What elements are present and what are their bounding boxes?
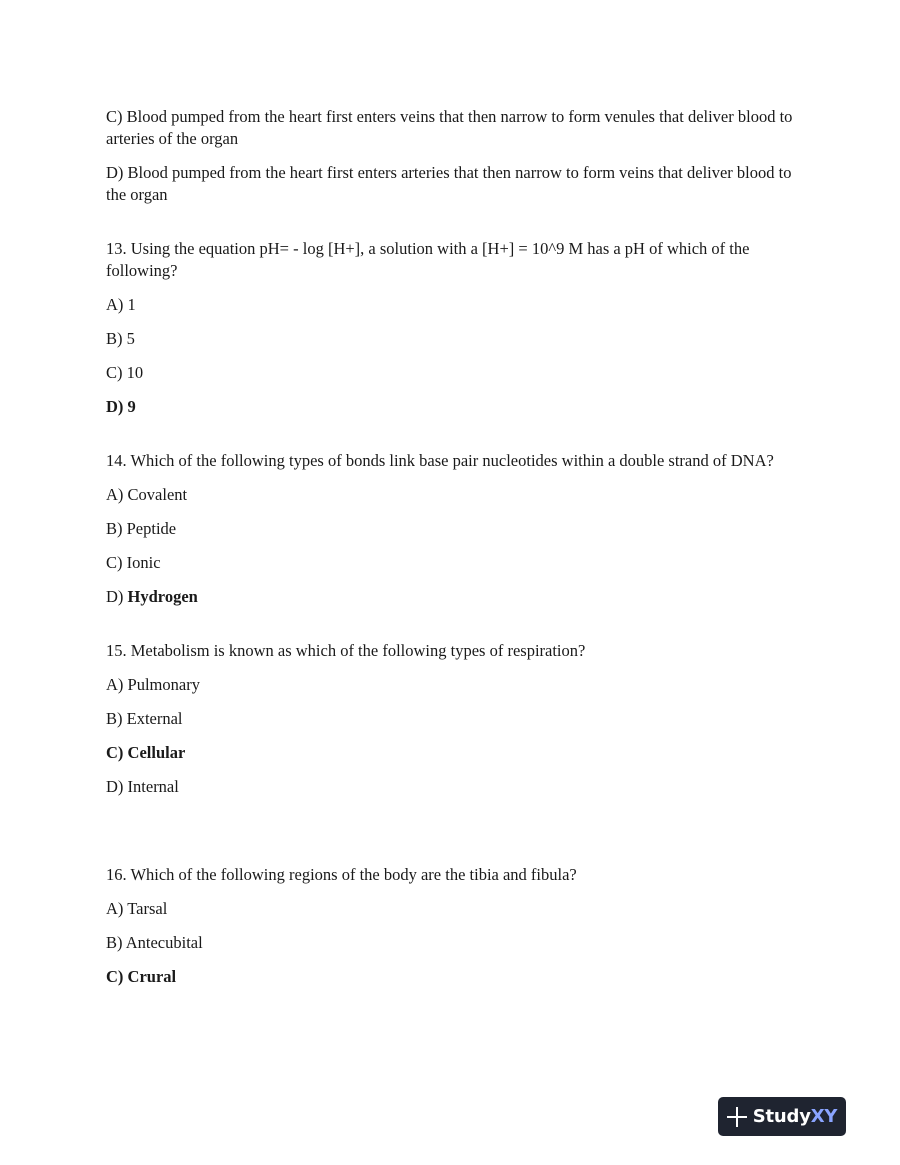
q15-option-d: D) Internal — [106, 777, 179, 796]
q16-question: 16. Which of the following regions of the body are the tibia and fibula? — [106, 865, 577, 884]
logo-text-xy: XY — [810, 1106, 838, 1127]
q14-option-a: A) Covalent — [106, 485, 188, 504]
q14-option-b: B) Peptide — [106, 519, 177, 538]
q13-option-c: C) 10 — [106, 363, 144, 382]
logo-text-study: Study — [752, 1106, 811, 1127]
q15-option-c-answer: C) Cellular — [106, 743, 186, 762]
q14-option-c: C) Ionic — [106, 553, 161, 572]
q16-option-c-answer: C) Crural — [106, 967, 177, 986]
q15-option-b: B) External — [106, 709, 183, 728]
q12-option-c: C) Blood pumped from the heart first enters veins that then narrow to form venules that deliver blood to arteries of the organ — [106, 107, 793, 148]
plus-icon — [727, 1107, 747, 1127]
q13-option-a: A) 1 — [106, 295, 136, 314]
q14-option-d-prefix: D) — [106, 587, 128, 606]
document-page — [106, 106, 806, 1000]
q14-option-d-answer: Hydrogen — [127, 587, 198, 606]
q16-option-a: A) Tarsal — [106, 899, 168, 918]
q15-option-a: A) Pulmonary — [106, 675, 200, 694]
q13-question: 13. Using the equation pH= - log [H+], a solution with a [H+] = 10^9 M has a pH of which of the following? — [106, 239, 750, 280]
studyxy-logo — [718, 1097, 846, 1136]
q14-option-d — [106, 586, 806, 608]
q15-question: 15. Metabolism is known as which of the following types of respiration? — [106, 641, 586, 660]
q16-option-b: B) Antecubital — [106, 933, 203, 952]
q12-option-d: D) Blood pumped from the heart first enters arteries that then narrow to form veins that deliver blood to the organ — [106, 163, 792, 204]
q13-option-d-answer: D) 9 — [106, 397, 136, 416]
q14-question: 14. Which of the following types of bonds link base pair nucleotides within a double strand of DNA? — [106, 451, 774, 470]
q13-option-b: B) 5 — [106, 329, 135, 348]
